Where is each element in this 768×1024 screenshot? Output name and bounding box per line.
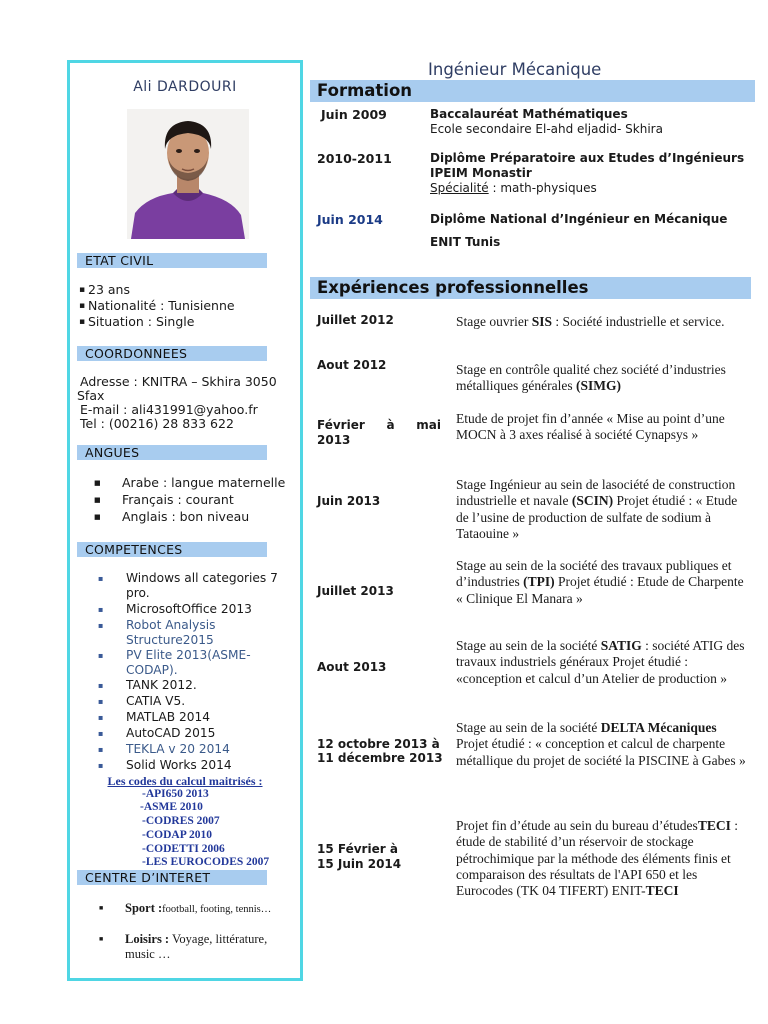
etat-civil-nationality: ▪ Nationalité : Tunisienne (88, 298, 235, 314)
experience-text (456, 720, 746, 769)
speciality-label: Spécialité (430, 181, 489, 195)
formation-entry (430, 107, 663, 137)
candidate-name: Ali DARDOURI (133, 79, 237, 95)
experience-date-year: 2013 (317, 433, 351, 447)
skill-item: ▪ MicrosoftOffice 2013 (126, 602, 301, 617)
speciality-text: : math-physiques (488, 181, 597, 195)
exp-text-part: Stage Ingénieur au sein de lasociété de construction industrielle et navale (456, 477, 736, 509)
exp-text-part: Stage ouvrier (456, 314, 532, 329)
loisirs-text: Voyage, littérature, music … (125, 932, 268, 961)
email-text: E-mail : ali431991@yahoo.fr (80, 402, 258, 417)
interest-loisirs (125, 932, 295, 962)
experience-date: 15 Février à (317, 842, 398, 856)
skill-item: ▪ CATIA V5. (126, 694, 301, 709)
exp-text-part: Stage au sein de la société (456, 638, 601, 653)
exp-text-part: Stage au sein de la société des travaux publiques et d’industries (456, 558, 732, 590)
loisirs-label: Loisirs : (125, 932, 170, 946)
exp-bold-part: TECI (645, 883, 679, 899)
exp-text-part: Stage au sein de la société (456, 720, 601, 735)
exp-bold-part: SIS (531, 314, 553, 329)
experience-date: Juillet 2012 (317, 313, 394, 327)
exp-text-part: : étude de stabilité d’un réservoir de stockage pétrochimique par la méthode des éléments finis et comparaison des résultats de l'API 650 et les Eurocodes (TK 04 TIFERT) ENIT- (456, 818, 738, 899)
formation-school: Ecole secondaire El-ahd eljadid- Skhira (430, 122, 663, 136)
code-item: -CODRES 2007 (142, 815, 220, 827)
sport-label: Sport : (125, 901, 163, 915)
experience-date: Février à mai (317, 418, 441, 432)
experience-text: Etude de projet fin d’année « Mise au point d’une MOCN à 3 axes réalisé à société Cynapsys » (456, 411, 725, 443)
exp-bold-part: SATIG (600, 638, 642, 653)
formation-date: Juin 2009 (321, 107, 387, 122)
exp-bold-part: TECI (697, 818, 731, 833)
skill-item: ▪ Solid Works 2014 (126, 758, 301, 773)
experience-text (456, 477, 746, 542)
formation-school (430, 235, 500, 250)
exp-bold-part: (SIMG) (575, 378, 621, 394)
experience-text (456, 558, 746, 607)
phone-text: Tel : (00216) 28 833 622 (80, 416, 234, 431)
formation-title: Diplôme National d’Ingénieur en Mécanique (430, 212, 728, 226)
codes-title: Les codes du calcul maitrisés : (107, 774, 263, 788)
exp-text-part: Projet étudié : « conception et calcul de charpente métallique du projet de société la PISCINE à Gabes » (456, 736, 746, 768)
competences-header: COMPETENCES (77, 542, 267, 557)
formation-school-name: ENIT Tunis (430, 235, 501, 249)
exp-bold-part: (SCIN) (571, 493, 614, 509)
skill-item: ▪ PV Elite 2013(ASME-CODAP). (126, 648, 266, 678)
sidebar (67, 60, 303, 981)
etat-civil-situation: ▪ Situation : Single (88, 314, 194, 330)
experience-date-end: 15 Juin 2014 (317, 857, 402, 871)
exp-bold-part: (TPI) (523, 574, 555, 590)
sport-text: football, footing, tennis… (162, 904, 272, 915)
language-item: ■ Français : courant (122, 492, 234, 508)
experience-date: Aout 2012 (317, 358, 387, 372)
skill-item: ▪ AutoCAD 2015 (126, 726, 301, 741)
etat-civil-age: ▪ 23 ans (88, 282, 130, 298)
code-item: -CODETTI 2006 (142, 843, 225, 855)
formation-date: 2010-2011 (317, 151, 392, 166)
formation-header: Formation (310, 80, 755, 102)
experiences-header: Expériences professionnelles (310, 277, 751, 299)
language-item: ■ Arabe : langue maternelle (122, 475, 285, 491)
skill-item: ▪ TANK 2012. (126, 678, 301, 693)
address-line: Adresse : KNITRA – Skhira 3050 (80, 374, 277, 389)
experience-date: Aout 2013 (317, 660, 387, 674)
profile-photo (127, 109, 249, 239)
coordonnees-header: COORDONNEES (77, 346, 267, 361)
exp-text-part: Projet fin d’étude au sein du bureau d’études (456, 818, 698, 833)
skill-item: ▪ Windows all categories 7 pro. (126, 571, 301, 601)
experience-date: 12 octobre 2013 à (317, 737, 440, 751)
experience-text (456, 818, 746, 899)
formation-entry (430, 151, 744, 196)
formation-title: Baccalauréat Mathématiques (430, 107, 628, 121)
formation-entry (430, 212, 727, 227)
experience-text (456, 362, 746, 395)
experience-date: Juillet 2013 (317, 584, 394, 598)
langues-header: ANGUES (77, 445, 267, 460)
interets-header: CENTRE D’INTERET (77, 870, 267, 885)
code-item: -LES EUROCODES 2007 (142, 856, 270, 868)
exp-text-part: Stage en contrôle qualité chez société d’industries métalliques générales (456, 362, 726, 394)
interest-sport (125, 901, 295, 917)
experience-date: Juin 2013 (317, 494, 381, 508)
code-item: -API650 2013 (142, 788, 209, 800)
formation-date: Juin 2014 (317, 212, 383, 227)
skill-item: ▪ TEKLA v 20 2014 (126, 742, 301, 757)
etat-civil-header: ETAT CIVIL (77, 253, 267, 268)
skill-item: ▪ Robot Analysis Structure2015 (126, 618, 256, 648)
portrait-image (127, 109, 249, 239)
exp-text-part: Projet étudié : Etude de Charpente « Clinique El Manara » (456, 574, 744, 606)
code-item: -ASME 2010 (140, 801, 203, 813)
exp-text-part: Projet étudié : « Etude de l’usine de production de sulfate de sodium à Tataouine » (456, 493, 738, 541)
formation-school: IPEIM Monastir (430, 166, 532, 180)
experience-text (456, 638, 746, 687)
exp-text-part: : Société industrielle et service. (552, 314, 725, 329)
exp-bold-part: DELTA Mécaniques (600, 720, 717, 735)
address-city: Sfax (77, 388, 105, 403)
skill-item: ▪ MATLAB 2014 (126, 710, 301, 725)
experience-date-end: 11 décembre 2013 (317, 751, 443, 765)
language-item: ■ Anglais : bon niveau (122, 509, 249, 525)
formation-title: Diplôme Préparatoire aux Etudes d’Ingénieurs (430, 151, 745, 165)
job-title: Ingénieur Mécanique (428, 60, 602, 79)
code-item: -CODAP 2010 (142, 829, 212, 841)
experience-text (456, 314, 746, 330)
exp-text-part: : société ATIG des travaux industriels généraux Projet étudié : «conception et calcul d’un Atelier de production » (456, 638, 745, 686)
